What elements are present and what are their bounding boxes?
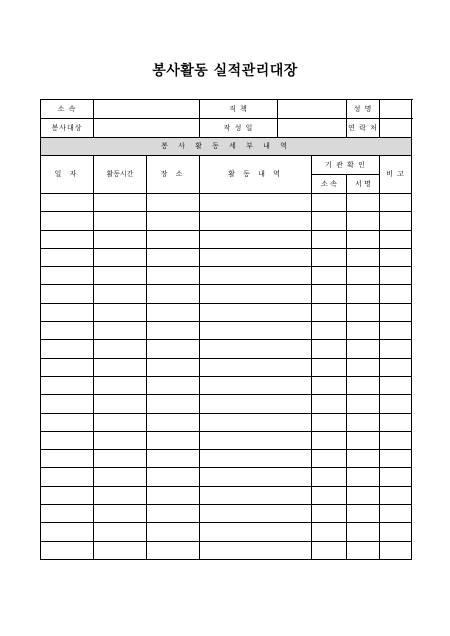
affiliation-label: 소 속 [41,100,94,119]
confirm-affiliation-cell[interactable] [312,285,347,303]
remarks-cell[interactable] [380,431,412,449]
table-row [41,505,412,523]
hours-cell[interactable] [94,505,147,523]
confirm-signature-cell[interactable] [347,248,380,266]
confirm-affiliation-cell[interactable] [312,358,347,376]
confirm-signature-cell[interactable] [347,523,380,541]
confirm-signature-cell[interactable] [347,541,380,559]
confirm-affiliation-cell[interactable] [312,395,347,413]
remarks-cell[interactable] [380,340,412,358]
column-hours: 활동시간 [94,156,147,194]
details-cell[interactable] [200,303,312,321]
confirm-signature-cell[interactable] [347,194,380,212]
confirm-signature-cell[interactable] [347,267,380,285]
confirm-affiliation-cell[interactable] [312,413,347,431]
date-written-label: 작 성 일 [200,119,278,138]
place-cell[interactable] [147,194,200,212]
confirm-affiliation-cell[interactable] [312,541,347,559]
confirm-signature-cell[interactable] [347,230,380,248]
details-cell[interactable] [200,450,312,468]
details-cell[interactable] [200,486,312,504]
date-cell[interactable] [41,340,94,358]
remarks-cell[interactable] [380,450,412,468]
table-row [41,303,412,321]
details-cell[interactable] [200,248,312,266]
hours-cell[interactable] [94,340,147,358]
date-cell[interactable] [41,212,94,230]
confirm-affiliation-cell[interactable] [312,468,347,486]
remarks-cell[interactable] [380,212,412,230]
remarks-cell[interactable] [380,505,412,523]
details-cell[interactable] [200,358,312,376]
confirm-signature-cell[interactable] [347,395,380,413]
hours-cell[interactable] [94,541,147,559]
confirm-affiliation-cell[interactable] [312,322,347,340]
details-cell[interactable] [200,322,312,340]
confirm-signature-cell[interactable] [347,322,380,340]
remarks-cell[interactable] [380,376,412,394]
remarks-cell[interactable] [380,322,412,340]
details-cell[interactable] [200,541,312,559]
date-cell[interactable] [41,285,94,303]
remarks-cell[interactable] [380,395,412,413]
date-cell[interactable] [41,322,94,340]
remarks-cell[interactable] [380,541,412,559]
table-row [41,376,412,394]
date-cell[interactable] [41,303,94,321]
date-cell[interactable] [41,376,94,394]
table-row [41,541,412,559]
remarks-cell[interactable] [380,486,412,504]
column-date: 일 자 [41,156,94,194]
place-cell[interactable] [147,486,200,504]
place-cell[interactable] [147,285,200,303]
place-cell[interactable] [147,358,200,376]
hours-cell[interactable] [94,322,147,340]
hours-cell[interactable] [94,267,147,285]
place-cell[interactable] [147,541,200,559]
table-row [41,468,412,486]
target-field[interactable] [94,119,200,138]
confirm-signature-cell[interactable] [347,468,380,486]
place-cell[interactable] [147,431,200,449]
confirm-affiliation-cell[interactable] [312,267,347,285]
date-cell[interactable] [41,358,94,376]
confirm-affiliation-cell[interactable] [312,505,347,523]
confirm-signature-cell[interactable] [347,486,380,504]
confirm-affiliation-cell[interactable] [312,376,347,394]
place-cell[interactable] [147,248,200,266]
details-cell[interactable] [200,376,312,394]
column-confirm-signature: 서 명 [347,175,380,194]
confirm-affiliation-cell[interactable] [312,248,347,266]
table-row [41,340,412,358]
hours-cell[interactable] [94,285,147,303]
column-details: 활 동 내 역 [200,156,312,194]
position-field[interactable] [278,100,347,119]
hours-cell[interactable] [94,450,147,468]
page-title: 봉사활동 실적관리대장 [152,63,298,79]
target-label: 봉사대상 [41,119,94,138]
remarks-cell[interactable] [380,285,412,303]
confirm-signature-cell[interactable] [347,303,380,321]
confirm-affiliation-cell[interactable] [312,431,347,449]
confirm-signature-cell[interactable] [347,358,380,376]
confirm-signature-cell[interactable] [347,285,380,303]
hours-cell[interactable] [94,413,147,431]
place-cell[interactable] [147,450,200,468]
place-cell[interactable] [147,413,200,431]
affiliation-field[interactable] [94,100,200,119]
confirm-affiliation-cell[interactable] [312,194,347,212]
details-cell[interactable] [200,267,312,285]
remarks-cell[interactable] [380,248,412,266]
confirm-signature-cell[interactable] [347,212,380,230]
hours-cell[interactable] [94,486,147,504]
hours-cell[interactable] [94,230,147,248]
table-row [41,523,412,541]
date-cell[interactable] [41,450,94,468]
column-org-confirm: 기 관 확 인 [312,156,380,175]
hours-cell[interactable] [94,523,147,541]
date-cell[interactable] [41,486,94,504]
place-cell[interactable] [147,230,200,248]
hours-cell[interactable] [94,212,147,230]
table-row [41,230,412,248]
table-row [41,450,412,468]
date-cell[interactable] [41,431,94,449]
place-cell[interactable] [147,303,200,321]
remarks-cell[interactable] [380,267,412,285]
date-cell[interactable] [41,230,94,248]
hours-cell[interactable] [94,468,147,486]
confirm-affiliation-cell[interactable] [312,450,347,468]
date-cell[interactable] [41,505,94,523]
place-cell[interactable] [147,322,200,340]
place-cell[interactable] [147,267,200,285]
table-row [41,358,412,376]
name-field[interactable] [380,100,412,119]
date-cell[interactable] [41,468,94,486]
remarks-cell[interactable] [380,468,412,486]
confirm-signature-cell[interactable] [347,431,380,449]
confirm-signature-cell[interactable] [347,376,380,394]
place-cell[interactable] [147,468,200,486]
confirm-affiliation-cell[interactable] [312,230,347,248]
hours-cell[interactable] [94,358,147,376]
details-cell[interactable] [200,212,312,230]
date-cell[interactable] [41,248,94,266]
remarks-cell[interactable] [380,303,412,321]
details-cell[interactable] [200,340,312,358]
remarks-cell[interactable] [380,358,412,376]
table-row [41,486,412,504]
hours-cell[interactable] [94,248,147,266]
column-place: 장 소 [147,156,200,194]
remarks-cell[interactable] [380,230,412,248]
details-cell[interactable] [200,285,312,303]
date-cell[interactable] [41,541,94,559]
hours-cell[interactable] [94,431,147,449]
table-row [41,431,412,449]
details-cell[interactable] [200,505,312,523]
table-row [41,285,412,303]
contact-label: 연 락 처 [347,119,380,138]
table-row [41,267,412,285]
date-cell[interactable] [41,395,94,413]
details-cell[interactable] [200,431,312,449]
confirm-affiliation-cell[interactable] [312,303,347,321]
confirm-affiliation-cell[interactable] [312,340,347,358]
place-cell[interactable] [147,523,200,541]
section-header: 봉 사 활 동 세 부 내 역 [41,138,412,156]
hours-cell[interactable] [94,194,147,212]
details-cell[interactable] [200,413,312,431]
date-cell[interactable] [41,194,94,212]
place-cell[interactable] [147,340,200,358]
confirm-signature-cell[interactable] [347,450,380,468]
place-cell[interactable] [147,376,200,394]
hours-cell[interactable] [94,376,147,394]
place-cell[interactable] [147,505,200,523]
position-label: 직 책 [200,100,278,119]
date-cell[interactable] [41,413,94,431]
remarks-cell[interactable] [380,523,412,541]
date-cell[interactable] [41,523,94,541]
remarks-cell[interactable] [380,194,412,212]
confirm-affiliation-cell[interactable] [312,486,347,504]
column-confirm-affiliation: 소 속 [312,175,347,194]
hours-cell[interactable] [94,303,147,321]
place-cell[interactable] [147,395,200,413]
details-cell[interactable] [200,230,312,248]
confirm-signature-cell[interactable] [347,505,380,523]
confirm-affiliation-cell[interactable] [312,212,347,230]
place-cell[interactable] [147,212,200,230]
table-row [41,212,412,230]
details-cell[interactable] [200,395,312,413]
activity-record-table [40,99,412,560]
confirm-signature-cell[interactable] [347,340,380,358]
confirm-signature-cell[interactable] [347,413,380,431]
date-written-field[interactable] [278,119,347,138]
date-cell[interactable] [41,267,94,285]
contact-field[interactable] [380,119,412,138]
details-cell[interactable] [200,468,312,486]
column-remarks: 비 고 [380,156,412,194]
table-row [41,322,412,340]
table-row [41,413,412,431]
details-cell[interactable] [200,523,312,541]
table-row [41,194,412,212]
table-row [41,248,412,266]
details-cell[interactable] [200,194,312,212]
table-row [41,395,412,413]
confirm-affiliation-cell[interactable] [312,523,347,541]
name-label: 성 명 [347,100,380,119]
hours-cell[interactable] [94,395,147,413]
remarks-cell[interactable] [380,413,412,431]
